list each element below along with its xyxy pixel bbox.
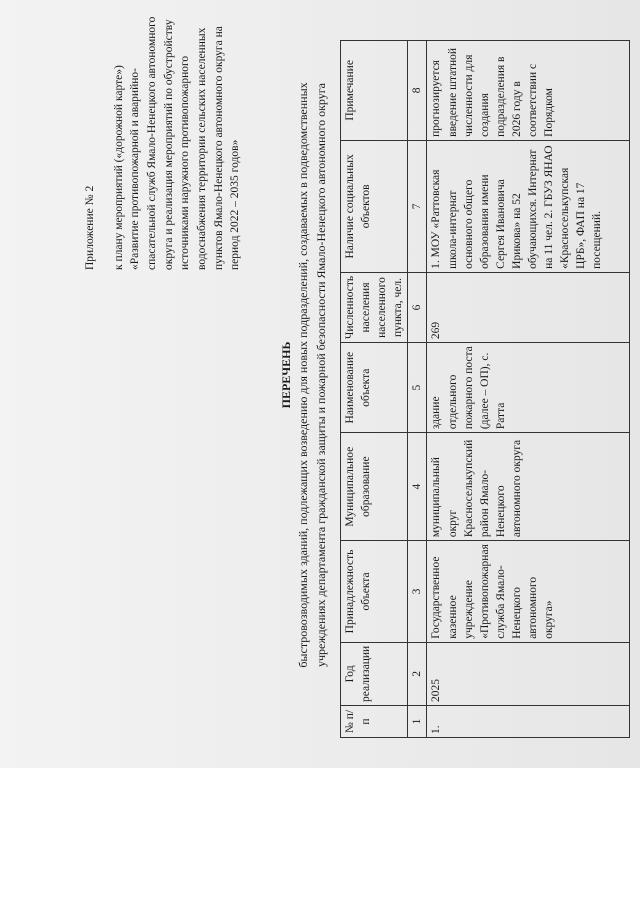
objects-table xyxy=(340,40,630,738)
appendix-number: Приложение № 2 xyxy=(84,185,96,270)
cell-population: 269 xyxy=(427,272,630,342)
appendix-block xyxy=(82,15,244,270)
table-header-row xyxy=(341,40,408,737)
document-heading xyxy=(278,75,330,675)
header-year: Год реализации xyxy=(341,642,408,705)
cell-owner: Государственное казенное учреждение «Противопожарная служба Ямало-Ненецкого автономного округа» xyxy=(427,541,630,643)
header-owner: Принадлежность объекта xyxy=(341,541,408,643)
cell-note: прогнозируется введение штатной численности для создания подразделения в 2026 году в соответствии с Порядком xyxy=(427,40,630,140)
cell-year: 2025 xyxy=(427,642,630,705)
cell-number: 1. xyxy=(427,706,630,738)
header-social-objects: Наличие социальных объектов xyxy=(341,140,408,272)
header-note: Примечание xyxy=(341,40,408,140)
index-cell: 5 xyxy=(408,343,427,433)
table-row xyxy=(427,40,630,737)
header-municipality: Муниципальное образование xyxy=(341,433,408,541)
index-cell: 2 xyxy=(408,642,427,705)
index-cell: 7 xyxy=(408,140,427,272)
cell-object-name: здание отдельного пожарного поста (далее – ОП), с. Ратта xyxy=(427,343,630,433)
header-population: Численность населения населенного пункта, чел. xyxy=(341,272,408,342)
cell-municipality: муниципальный округ Красноселькупский район Ямало-Ненецкого автономного округа xyxy=(427,433,630,541)
index-cell: 4 xyxy=(408,433,427,541)
document-subtitle: быстровозводимых зданий, подлежащих возведению для новых подразделений, создаваемых в подведомственных учреждениях департамента гражданской защиты и пожарной безопасности Ямало-Ненецкого автономного округа xyxy=(296,82,328,668)
cell-social-objects: 1. МОУ «Раттовская школа-интернат основного общего образования имени Сергея Ивановича Ирикова» на 52 обучающихся. Интернат на 11 чел. 2. ГБУЗ ЯНАО «Красноселькупская ЦРБ», ФАП на 17 посещений. xyxy=(427,140,630,272)
header-number: № п/п xyxy=(341,706,408,738)
header-object-name: Наименование объекта xyxy=(341,343,408,433)
index-cell: 3 xyxy=(408,541,427,643)
appendix-text: к плану мероприятий («дорожной карте») «Развитие противопожарной и аварийно-спасательной служб Ямало-Ненецкого автономного округа и реализация мероприятий по обустройству источниками наружного противопожарного водоснабжения территории сельских населенных пунктов Ямало-Ненецкого автономного округа на период 2022 – 2035 годов» xyxy=(112,16,242,270)
document-title: ПЕРЕЧЕНЬ xyxy=(279,341,293,409)
index-cell: 8 xyxy=(408,40,427,140)
index-cell: 6 xyxy=(408,272,427,342)
index-cell: 1 xyxy=(408,706,427,738)
table-index-row xyxy=(408,40,427,737)
